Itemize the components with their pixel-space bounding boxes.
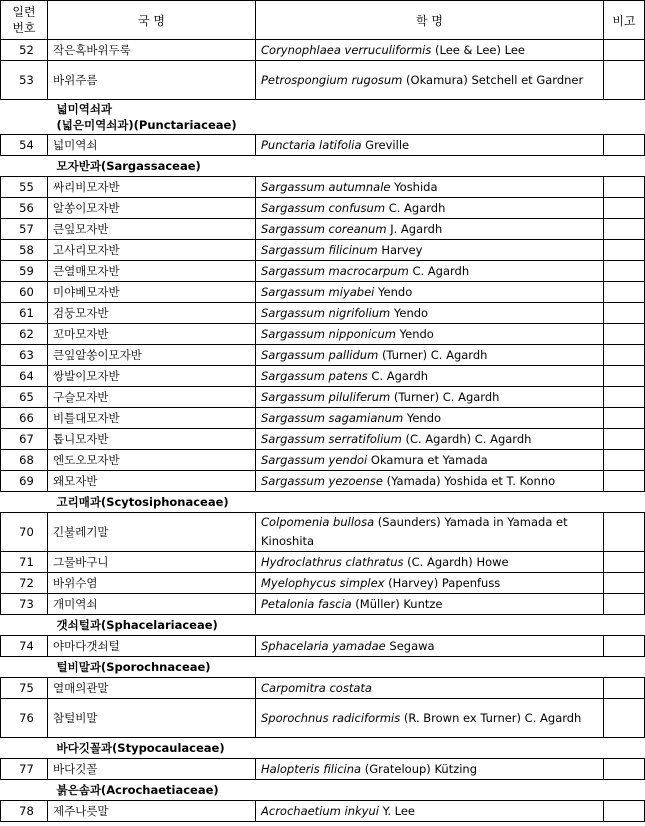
table-row <box>1 240 645 261</box>
binomial-name: Sargassum miyabei <box>261 284 375 299</box>
korean-name: 비틀대모자반 <box>48 408 256 429</box>
korean-name: 알쏭이모자반 <box>48 198 256 219</box>
family-name: 바다깃꼴과(Stypocaulaceae) <box>1 738 645 759</box>
remarks-cell <box>604 573 645 594</box>
family-name: 모자반과(Sargassaceae) <box>1 156 645 177</box>
remarks-cell <box>604 699 645 738</box>
scientific-name-header: 학 명 <box>256 1 604 40</box>
table-row <box>1 177 645 198</box>
serial-number: 65 <box>1 387 48 408</box>
remarks-cell <box>604 594 645 615</box>
table-row <box>1 699 645 738</box>
table-row <box>1 573 645 594</box>
scientific-name <box>256 801 604 822</box>
author-citation: (Yamada) Yoshida et T. Konno <box>386 473 556 488</box>
remarks-cell <box>604 198 645 219</box>
remarks-cell <box>604 219 645 240</box>
korean-name: 제주나릇말 <box>48 801 256 822</box>
scientific-name <box>256 345 604 366</box>
table-row <box>1 135 645 156</box>
table-row <box>1 471 645 492</box>
scientific-name <box>256 261 604 282</box>
binomial-name: Acrochaetium inkyui <box>261 803 379 818</box>
author-citation: Yendo <box>393 305 429 320</box>
table-row <box>1 387 645 408</box>
table-row <box>1 408 645 429</box>
table-row <box>1 61 645 100</box>
serial-number: 69 <box>1 471 48 492</box>
table-row <box>1 282 645 303</box>
author-citation: (R. Brown ex Turner) C. Agardh <box>403 710 582 725</box>
korean-name: 넓미역쇠 <box>48 135 256 156</box>
author-citation: (Müller) Kuntze <box>355 596 443 611</box>
author-citation: Yendo <box>406 410 442 425</box>
table-row <box>1 450 645 471</box>
serial-number: 58 <box>1 240 48 261</box>
remarks-cell <box>604 408 645 429</box>
scientific-name <box>256 40 604 61</box>
serial-number-header: 일련 번호 <box>1 1 48 40</box>
binomial-name: Corynophlaea verruculiformis <box>261 42 432 57</box>
author-citation: (Lee & Lee) Lee <box>435 42 526 57</box>
remarks-cell <box>604 324 645 345</box>
korean-name: 큰열매모자반 <box>48 261 256 282</box>
table-row <box>1 198 645 219</box>
table-row <box>1 678 645 699</box>
serial-number: 64 <box>1 366 48 387</box>
korean-name: 싸리비모자반 <box>48 177 256 198</box>
remarks-cell <box>604 366 645 387</box>
remarks-cell <box>604 240 645 261</box>
table-row <box>1 261 645 282</box>
author-citation: Segawa <box>389 638 435 653</box>
author-citation: C. Agardh <box>388 200 446 215</box>
serial-number: 68 <box>1 450 48 471</box>
binomial-name: Petrospongium rugosum <box>261 72 403 87</box>
remarks-cell <box>604 450 645 471</box>
family-name: 붉은솜과(Acrochaetiaceae) <box>1 780 645 801</box>
korean-name: 바위수염 <box>48 573 256 594</box>
korean-name: 야마다갯쇠털 <box>48 636 256 657</box>
author-citation: Greville <box>365 137 410 152</box>
scientific-name <box>256 552 604 573</box>
family-row <box>1 156 645 177</box>
family-row <box>1 492 645 513</box>
scientific-name <box>256 240 604 261</box>
scientific-name <box>256 282 604 303</box>
korean-name: 엔도오모자반 <box>48 450 256 471</box>
serial-number: 67 <box>1 429 48 450</box>
serial-number: 63 <box>1 345 48 366</box>
remarks-cell <box>604 552 645 573</box>
scientific-name <box>256 513 604 552</box>
serial-number: 77 <box>1 759 48 780</box>
table-row <box>1 366 645 387</box>
serial-number: 78 <box>1 801 48 822</box>
scientific-name <box>256 177 604 198</box>
binomial-name: Sphacelaria yamadae <box>261 638 386 653</box>
binomial-name: Colpomenia bullosa <box>261 515 375 529</box>
serial-number: 66 <box>1 408 48 429</box>
binomial-name: Punctaria latifolia <box>261 137 362 152</box>
scientific-name <box>256 408 604 429</box>
table-row <box>1 219 645 240</box>
scientific-name <box>256 471 604 492</box>
table-row <box>1 801 645 822</box>
serial-number: 76 <box>1 699 48 738</box>
korean-name: 고사리모자반 <box>48 240 256 261</box>
author-citation: C. Agardh <box>371 368 429 383</box>
binomial-name: Sargassum pallidum <box>261 347 379 362</box>
table-row <box>1 513 645 552</box>
serial-number: 73 <box>1 594 48 615</box>
remarks-cell <box>604 387 645 408</box>
author-citation: J. Agardh <box>390 221 443 236</box>
family-name: 고리매과(Scytosiphonaceae) <box>1 492 645 513</box>
family-name: 갯쇠털과(Sphacelariaceae) <box>1 615 645 636</box>
family-row <box>1 657 645 678</box>
binomial-name: Sargassum filicinum <box>261 242 378 257</box>
binomial-name: Sargassum yezoense <box>261 473 383 488</box>
korean-name: 큰잎알쏭이모자반 <box>48 345 256 366</box>
remarks-cell <box>604 282 645 303</box>
serial-number: 62 <box>1 324 48 345</box>
remarks-cell <box>604 345 645 366</box>
scientific-name <box>256 219 604 240</box>
binomial-name: Hydroclathrus clathratus <box>261 554 404 569</box>
korean-name: 미야베모자반 <box>48 282 256 303</box>
binomial-name: Sargassum patens <box>261 368 368 383</box>
serial-number: 71 <box>1 552 48 573</box>
scientific-name <box>256 594 604 615</box>
korean-name: 바다깃꼴 <box>48 759 256 780</box>
scientific-name <box>256 61 604 100</box>
korean-name: 바위주름 <box>48 61 256 100</box>
binomial-name: Sargassum serratifolium <box>261 431 402 446</box>
remarks-cell <box>604 801 645 822</box>
korean-name: 구슬모자반 <box>48 387 256 408</box>
scientific-name <box>256 759 604 780</box>
author-citation: C. Agardh <box>412 263 470 278</box>
binomial-name: Sargassum coreanum <box>261 221 387 236</box>
family-row <box>1 738 645 759</box>
author-citation: (Harvey) Papenfuss <box>388 575 501 590</box>
scientific-name <box>256 366 604 387</box>
table-row <box>1 303 645 324</box>
remarks-cell <box>604 513 645 552</box>
family-name: 넓미역쇠과 (넓은미역쇠과)(Punctariaceae) <box>1 100 645 135</box>
scientific-name <box>256 198 604 219</box>
binomial-name: Halopteris filicina <box>261 761 362 776</box>
author-citation: Yoshida <box>394 179 438 194</box>
remarks-cell <box>604 759 645 780</box>
serial-number: 57 <box>1 219 48 240</box>
serial-number: 59 <box>1 261 48 282</box>
remarks-cell <box>604 678 645 699</box>
binomial-name: Sargassum yendoi <box>261 452 368 467</box>
korean-name: 긴불레기말 <box>48 513 256 552</box>
table-row <box>1 40 645 61</box>
table-row <box>1 324 645 345</box>
serial-number: 56 <box>1 198 48 219</box>
author-citation: (C. Agardh) Howe <box>407 554 509 569</box>
korean-name: 그물바구니 <box>48 552 256 573</box>
header-row <box>1 1 645 40</box>
serial-number: 70 <box>1 513 48 552</box>
binomial-name: Sargassum piluliferum <box>261 389 391 404</box>
serial-number: 74 <box>1 636 48 657</box>
remarks-header: 비고 <box>604 1 645 40</box>
korean-name: 왜모자반 <box>48 471 256 492</box>
author-citation: Yendo <box>399 326 434 341</box>
family-row <box>1 780 645 801</box>
remarks-cell <box>604 40 645 61</box>
korean-name: 톱니모자반 <box>48 429 256 450</box>
family-row <box>1 615 645 636</box>
serial-number: 72 <box>1 573 48 594</box>
author-citation: (Turner) C. Agardh <box>393 389 500 404</box>
korean-name: 쌍발이모자반 <box>48 366 256 387</box>
author-citation: (Turner) C. Agardh <box>381 347 488 362</box>
author-citation: (Okamura) Setchell et Gardner <box>406 72 584 87</box>
korean-name: 열매의관말 <box>48 678 256 699</box>
serial-number: 75 <box>1 678 48 699</box>
author-citation: (C. Agardh) C. Agardh <box>405 431 532 446</box>
family-name: 털비말과(Sporochnaceae) <box>1 657 645 678</box>
remarks-cell <box>604 261 645 282</box>
scientific-name <box>256 387 604 408</box>
remarks-cell <box>604 135 645 156</box>
remarks-cell <box>604 177 645 198</box>
table-row <box>1 345 645 366</box>
author-citation: (Saunders) Yamada in Yamada et Kinoshita <box>261 515 568 548</box>
serial-number: 61 <box>1 303 48 324</box>
remarks-cell <box>604 61 645 100</box>
binomial-name: Sporochnus radiciformis <box>261 710 401 725</box>
remarks-cell <box>604 471 645 492</box>
scientific-name <box>256 324 604 345</box>
table-row <box>1 759 645 780</box>
scientific-name <box>256 699 604 738</box>
remarks-cell <box>604 636 645 657</box>
scientific-name <box>256 135 604 156</box>
binomial-name: Carpomitra costata <box>261 680 372 695</box>
author-citation: Okamura et Yamada <box>370 452 488 467</box>
binomial-name: Sargassum macrocarpum <box>261 263 409 278</box>
table-row <box>1 552 645 573</box>
binomial-name: Sargassum sagamianum <box>261 410 404 425</box>
serial-number: 53 <box>1 61 48 100</box>
scientific-name <box>256 429 604 450</box>
korean-name: 검둥모자반 <box>48 303 256 324</box>
binomial-name: Sargassum nigrifolium <box>261 305 391 320</box>
binomial-name: Sargassum nipponicum <box>261 326 396 341</box>
author-citation: (Grateloup) Kützing <box>364 761 478 776</box>
serial-number: 55 <box>1 177 48 198</box>
author-citation: Harvey <box>381 242 423 257</box>
scientific-name <box>256 678 604 699</box>
scientific-name <box>256 303 604 324</box>
table-row <box>1 429 645 450</box>
table-row <box>1 636 645 657</box>
family-row <box>1 100 645 135</box>
korean-name: 참털비말 <box>48 699 256 738</box>
serial-number: 52 <box>1 40 48 61</box>
table-body <box>1 40 645 822</box>
scientific-name <box>256 450 604 471</box>
serial-number: 60 <box>1 282 48 303</box>
korean-name: 큰잎모자반 <box>48 219 256 240</box>
remarks-cell <box>604 303 645 324</box>
remarks-cell <box>604 429 645 450</box>
binomial-name: Sargassum autumnale <box>261 179 391 194</box>
korean-name-header: 국 명 <box>48 1 256 40</box>
korean-name: 꼬마모자반 <box>48 324 256 345</box>
korean-name: 개미역쇠 <box>48 594 256 615</box>
scientific-name <box>256 636 604 657</box>
scientific-name <box>256 573 604 594</box>
korean-name: 작은혹바위두룩 <box>48 40 256 61</box>
binomial-name: Sargassum confusum <box>261 200 386 215</box>
binomial-name: Petalonia fascia <box>261 596 352 611</box>
binomial-name: Myelophycus simplex <box>261 575 385 590</box>
table-row <box>1 594 645 615</box>
author-citation: Yendo <box>378 284 413 299</box>
serial-number: 54 <box>1 135 48 156</box>
author-citation: Y. Lee <box>382 803 416 818</box>
